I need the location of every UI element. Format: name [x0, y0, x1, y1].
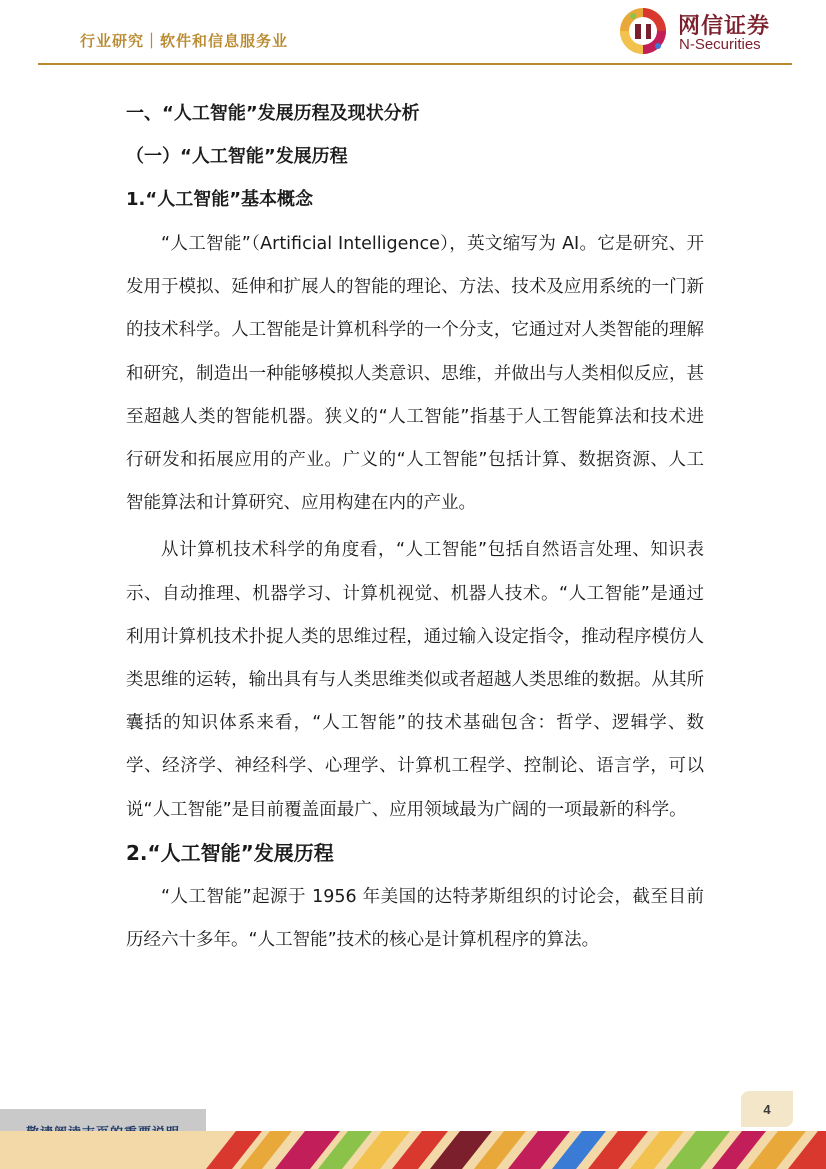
page-header [0, 0, 826, 70]
paragraph-technical-view: 从计算机技术科学的角度看，“人工智能”包括自然语言处理、知识表示、自动推理、机器学习、计算机视觉、机器人技术。“人工智能”是通过利用计算机技术扑捉人类的思维过程，通过输入设定指令，推动程序模仿人类思维的运转，输出具有与人类思维类似或者超越人类思维的数据。从其所囊括的知识体系来看，“人工智能”的技术基础包含：哲学、逻辑学、数学、经济学、神经科学、心理学、计算机工程学、控制论、语言学，可以说“人工智能”是目前覆盖面最广、应用领域最为广阔的一项最新的科学。 [126, 540, 704, 820]
brand-logo-icon [618, 6, 670, 56]
header-divider [38, 63, 792, 65]
document-body [126, 102, 704, 966]
footer-decorative-band [0, 1131, 826, 1169]
paragraph-definition: “人工智能”（Artificial Intelligence），英文缩写为 AI。它是研究、开发用于模拟、延伸和扩展人的智能的理论、方法、技术及应用系统的一门新的技术科学。人工智能是计算机科学的一个分支，它通过对人类智能的理解和研究，制造出一种能够模拟人类意识、思维，并做出与人类相似反应，甚至超越人类的智能机器。狭义的“人工智能”指基于人工智能算法和技术进行研发和拓展应用的产业。广义的“人工智能”包括计算、数据资源、人工智能算法和计算研究、应用构建在内的产业。 [126, 234, 704, 514]
brand-name-en: N-Securities [679, 36, 761, 53]
paragraph-history: “人工智能”起源于 1956 年美国的达特茅斯组织的讨论会，截至目前历经六十多年。“人工智能”技术的核心是计算机程序的算法。 [126, 886, 704, 951]
section-heading: 一、“人工智能”发展历程及现状分析 [126, 103, 420, 124]
subsection-heading: （一）“人工智能”发展历程 [126, 146, 348, 167]
topic-heading-basic-concept: 1.“人工智能”基本概念 [126, 189, 314, 210]
header-section-title: 行业研究｜软件和信息服务业 [80, 32, 289, 50]
page-number: 4 [741, 1091, 793, 1127]
brand-name-cn: 网信证券 [678, 14, 771, 39]
topic-heading-history: 2.“人工智能”发展历程 [126, 840, 334, 865]
